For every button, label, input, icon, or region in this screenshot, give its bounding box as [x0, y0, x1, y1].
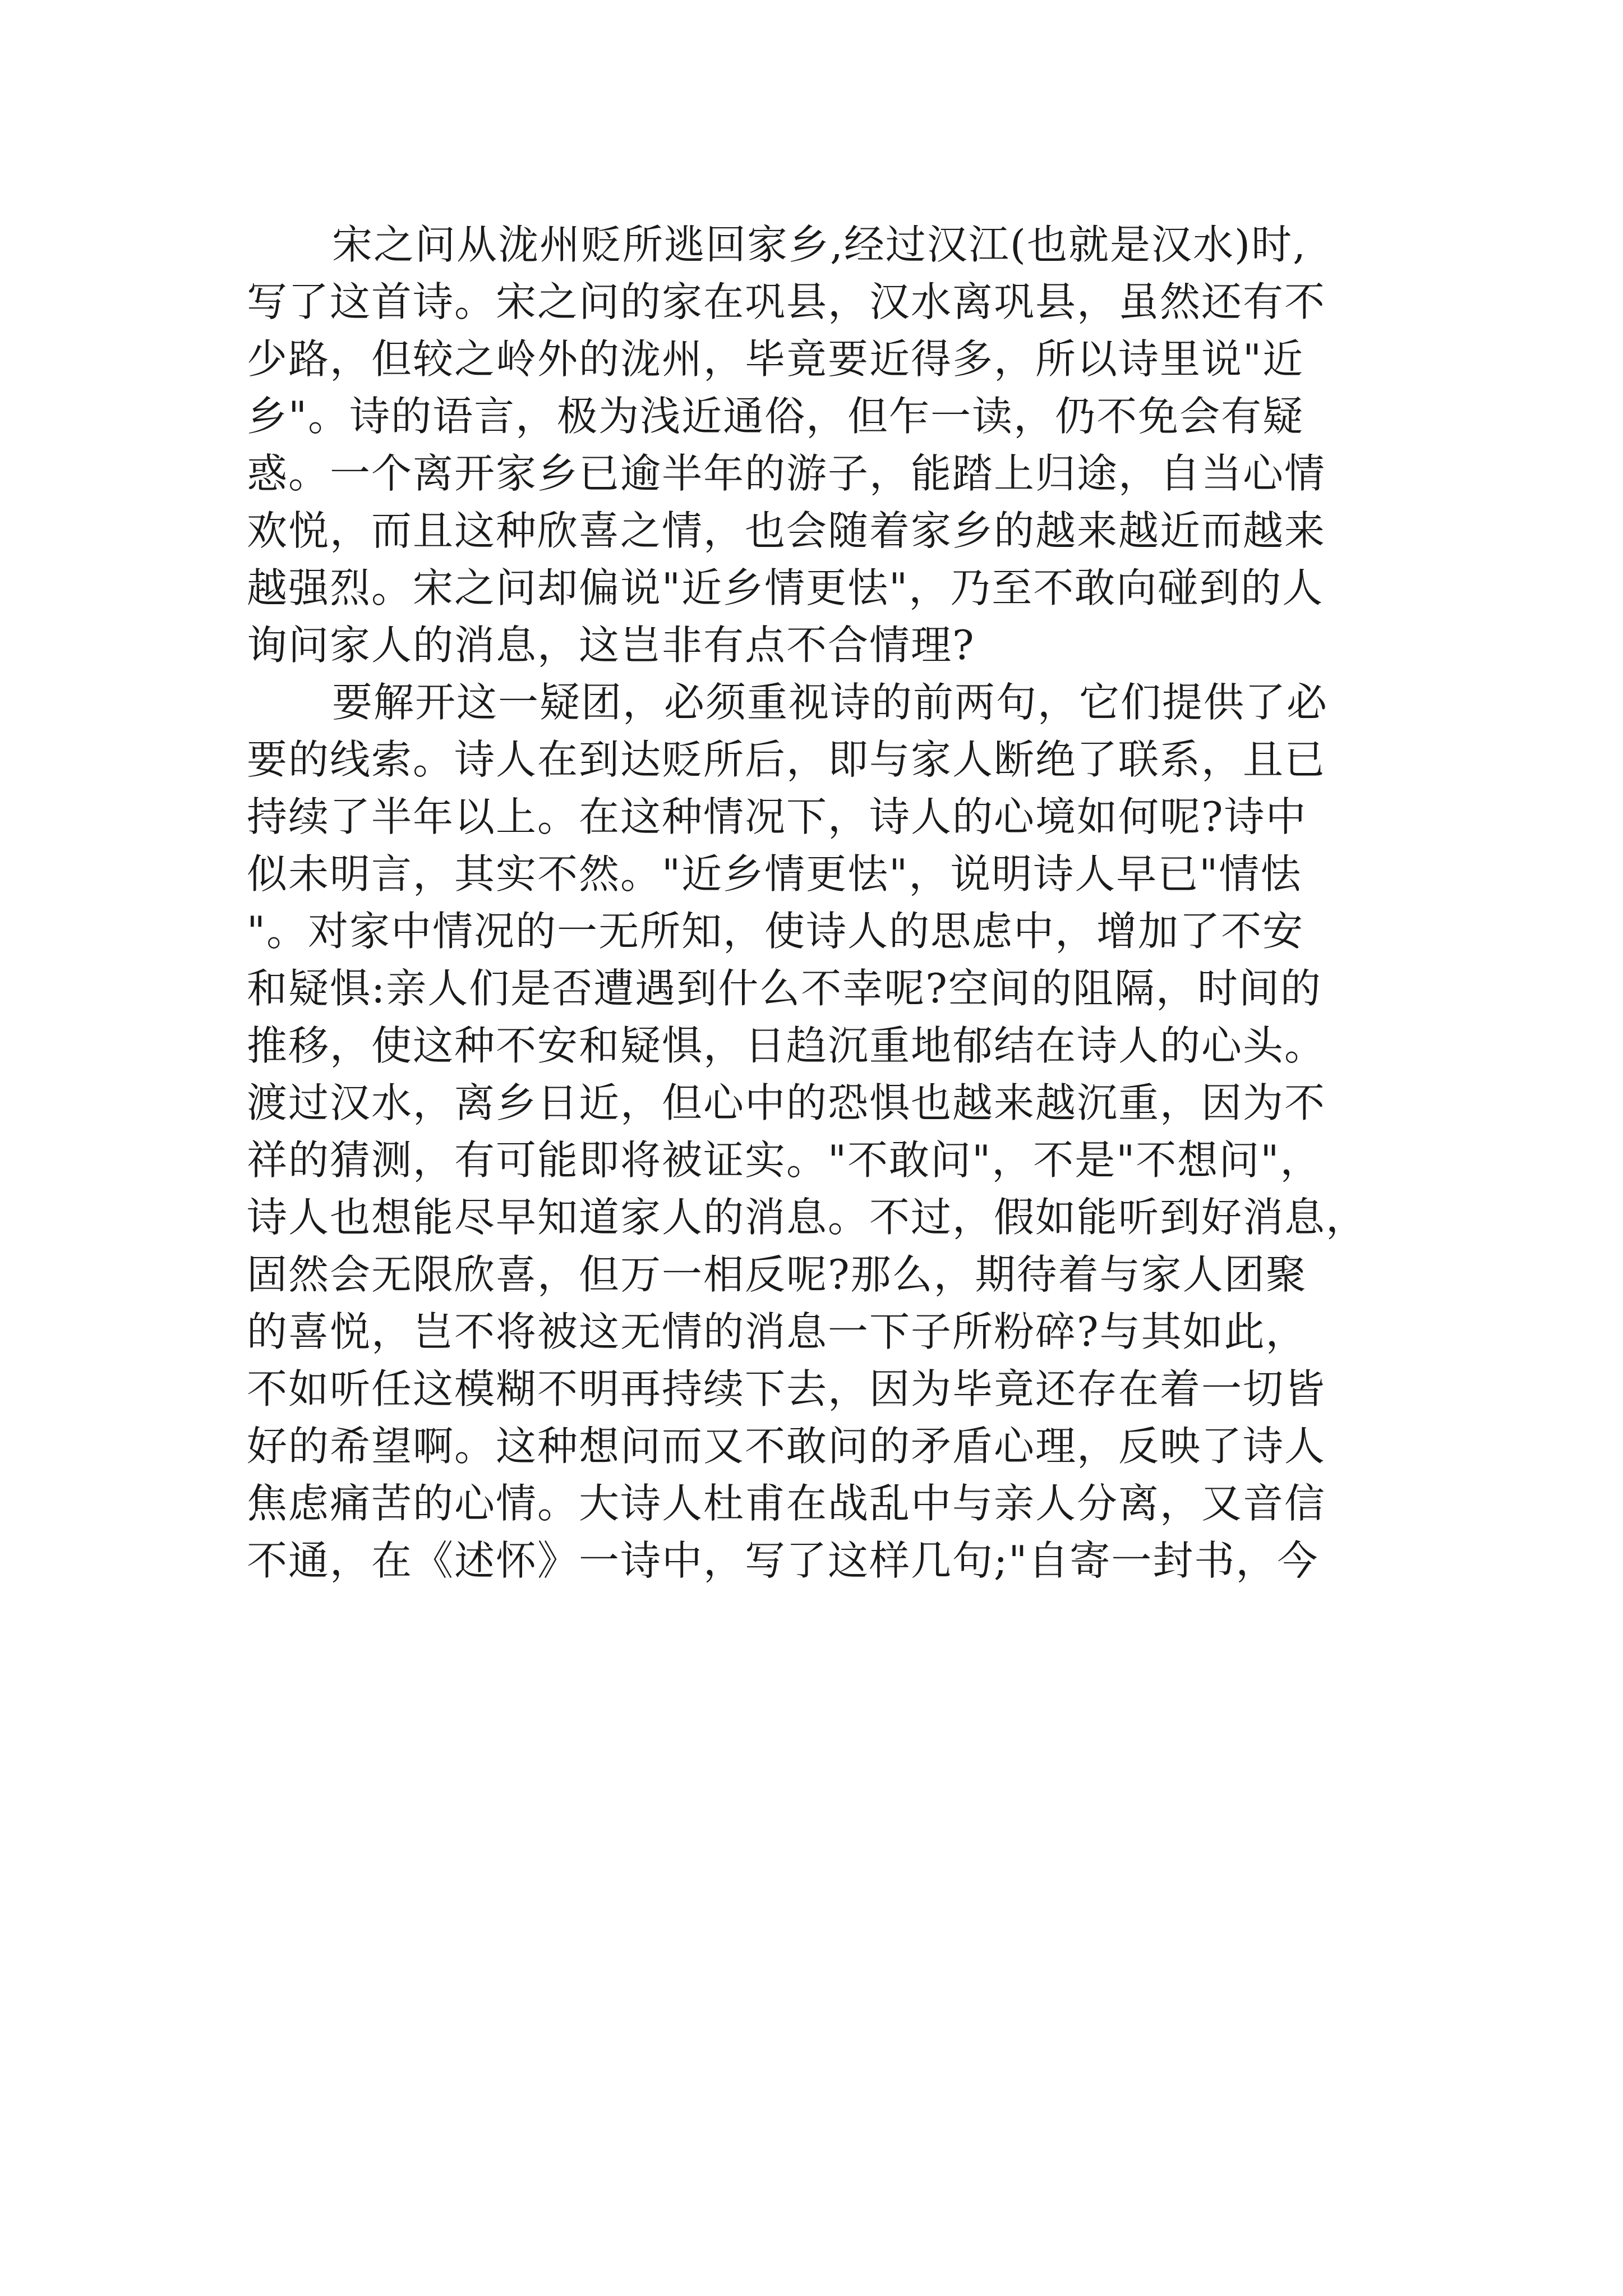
paragraph-line: 不如听任这模糊不明再持续下去，因为毕竟还存在着一切皆	[247, 1365, 1326, 1412]
paragraph-line: 乡"。诗的语言，极为浅近通俗，但乍一读，仍不免会有疑	[247, 393, 1304, 440]
paragraph-line: 的喜悦，岂不将被这无情的消息一下子所粉碎?与其如此，	[247, 1308, 1307, 1355]
paragraph-1	[247, 216, 1391, 674]
paragraph-line: 固然会无限欣喜，但万一相反呢?那么，期待着与家人团聚	[247, 1251, 1307, 1298]
paragraph-line: 询问家人的消息，这岂非有点不合情理?	[247, 622, 975, 669]
paragraph-2	[247, 674, 1391, 1589]
paragraph-line: 要的线索。诗人在到达贬所后，即与家人断绝了联系，且已	[247, 736, 1326, 783]
paragraph-line: 焦虑痛苦的心情。大诗人杜甫在战乱中与亲人分离，又音信	[247, 1480, 1326, 1527]
paragraph-line: 越强烈。宋之问却偏说"近乡情更怯"，乃至不敢向碰到的人	[247, 564, 1324, 611]
paragraph-line: 惑。一个离开家乡已逾半年的游子，能踏上归途，自当心情	[247, 450, 1326, 497]
paragraph-line: 宋之问从泷州贬所逃回家乡,经过汉江(也就是汉水)时,	[332, 221, 1307, 268]
paragraph-line: 和疑惧:亲人们是否遭遇到什么不幸呢?空间的阻隔，时间的	[247, 965, 1322, 1012]
paragraph-line: 持续了半年以上。在这种情况下，诗人的心境如何呢?诗中	[247, 793, 1307, 840]
paragraph-line: 祥的猜测，有可能即将被证实。"不敢问"，不是"不想问"，	[247, 1137, 1322, 1184]
paragraph-line: 诗人也想能尽早知道家人的消息。不过，假如能听到好消息，	[247, 1194, 1368, 1241]
paragraph-line: 要解开这一疑团，必须重视诗的前两句，它们提供了必	[332, 679, 1329, 726]
paragraph-line: 写了这首诗。宋之问的家在巩县，汉水离巩县，虽然还有不	[247, 278, 1326, 325]
paragraph-line: 少路，但较之岭外的泷州，毕竟要近得多，所以诗里说"近	[247, 335, 1304, 383]
paragraph-line: 推移，使这种不安和疑惧，日趋沉重地郁结在诗人的心头。	[247, 1022, 1326, 1069]
paragraph-line: "。对家中情况的一无所知，使诗人的思虑中，增加了不安	[247, 908, 1304, 955]
paragraph-line: 不通，在《述怀》一诗中，写了这样几句;"自寄一封书，今	[247, 1537, 1319, 1584]
paragraph-line: 好的希望啊。这种想问而又不敢问的矛盾心理，反映了诗人	[247, 1423, 1326, 1470]
paragraph-line: 似未明言，其实不然。"近乡情更怯"，说明诗人早已"情怯	[247, 850, 1302, 898]
paragraph-line: 欢悦，而且这种欣喜之情，也会随着家乡的越来越近而越来	[247, 507, 1326, 554]
paragraph-line: 渡过汉水，离乡日近，但心中的恐惧也越来越沉重，因为不	[247, 1079, 1326, 1126]
body-text	[247, 216, 1391, 1589]
